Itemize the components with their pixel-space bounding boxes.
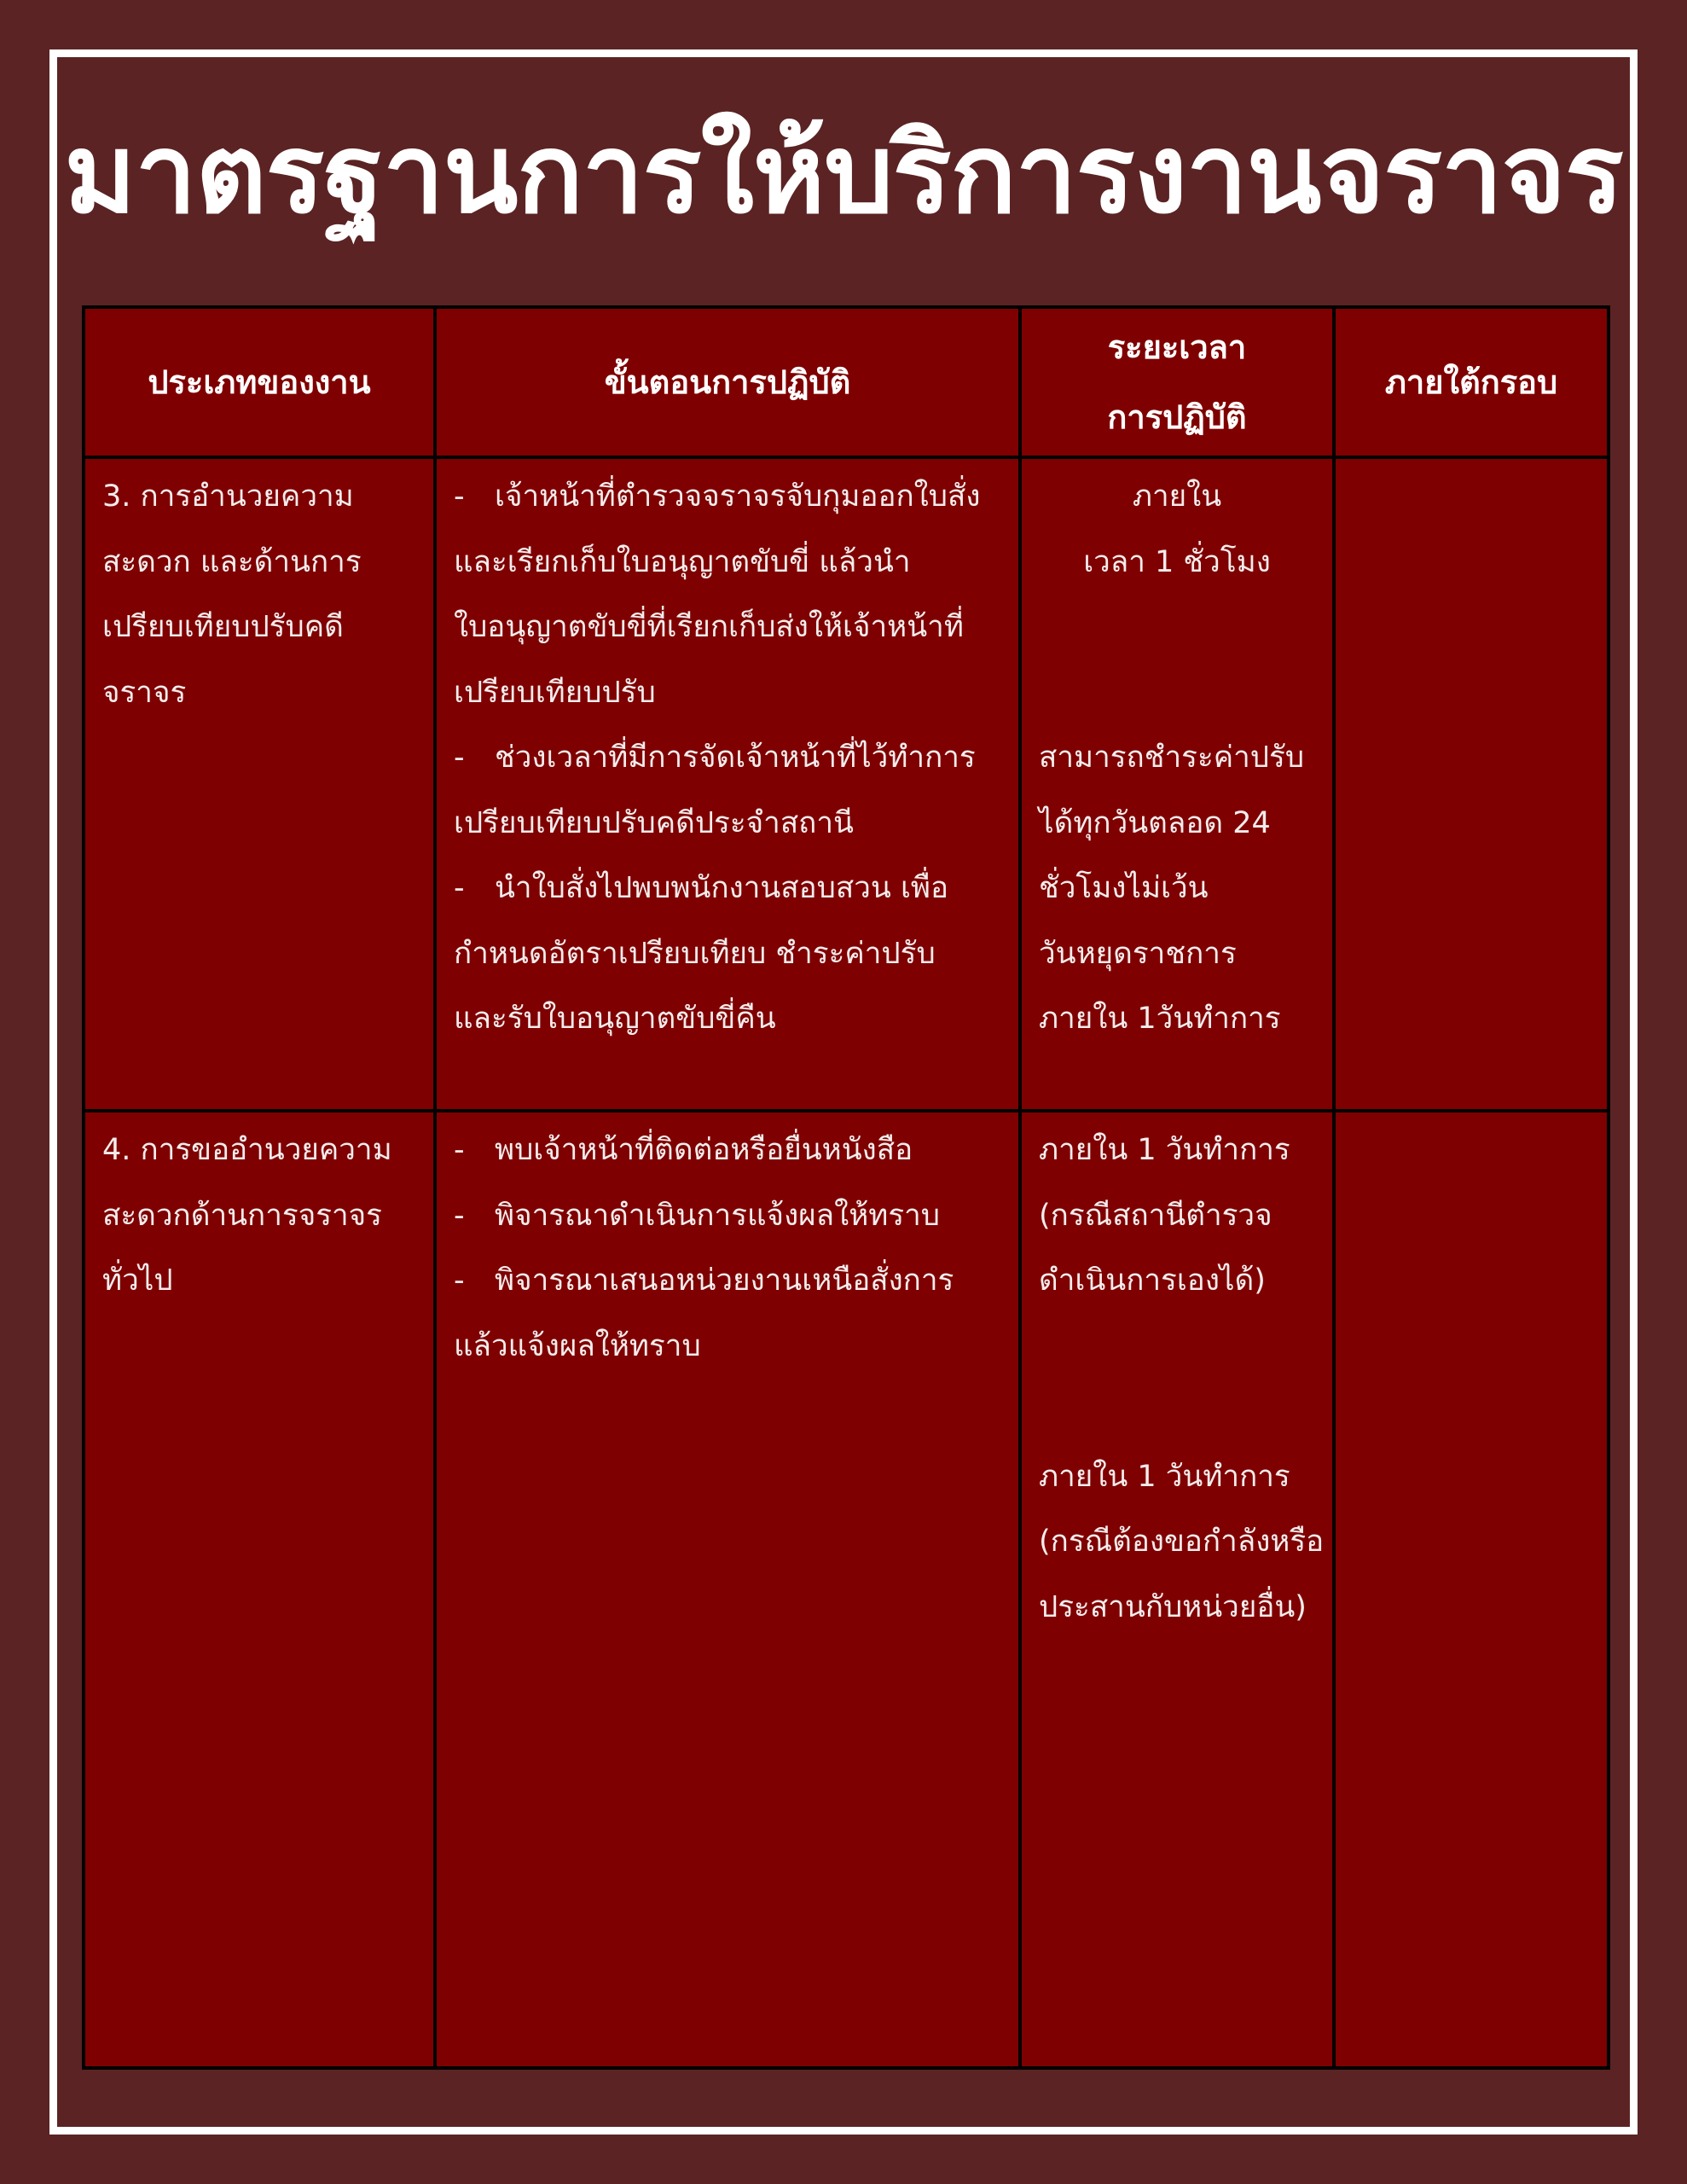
cell-procedure-steps bbox=[435, 1111, 1020, 2068]
cell-procedure-steps bbox=[435, 457, 1020, 1111]
step-text: พิจารณาดำเนินการแจ้งผลให้ทราบ bbox=[495, 1198, 941, 1233]
step-continuation: แล้วแจ้งผลให้ทราบ bbox=[454, 1328, 701, 1363]
cell-work-type bbox=[84, 457, 435, 1111]
work-type-line: 3. การอำนวยความ bbox=[102, 479, 354, 514]
step-item bbox=[454, 856, 1001, 921]
work-type-line: 4. การขออำนวยความ bbox=[102, 1133, 392, 1167]
duration-spacer bbox=[1039, 595, 1315, 660]
work-type-line: เปรียบเทียบปรับคดี bbox=[102, 610, 344, 644]
duration-spacer bbox=[1039, 660, 1315, 726]
cell-framework bbox=[1334, 457, 1609, 1111]
duration-line: (กรณีต้องขอกำลังหรือ bbox=[1039, 1525, 1325, 1559]
header-work-type: ประเภทของงาน bbox=[84, 307, 435, 457]
duration-line: สามารถชำระค่าปรับ bbox=[1039, 741, 1305, 775]
step-dash: - bbox=[454, 871, 465, 905]
step-item bbox=[454, 1248, 1001, 1314]
duration-line: ภายใน 1วันทำการ bbox=[1039, 1002, 1281, 1036]
step-continuation: เปรียบเทียบปรับคดีประจำสถานี bbox=[454, 805, 854, 840]
duration-line: ประสานกับหน่วยอื่น) bbox=[1039, 1589, 1307, 1624]
step-continuation: เปรียบเทียบปรับ bbox=[454, 675, 656, 710]
step-dash: - bbox=[454, 741, 465, 775]
step-dash: - bbox=[454, 1263, 465, 1298]
step-text: พิจารณาเสนอหน่วยงานเหนือสั่งการ bbox=[495, 1263, 954, 1298]
step-text: เจ้าหน้าที่ตำรวจจราจรจับกุมออกใบสั่ง bbox=[495, 479, 981, 514]
work-type-line: จราจร bbox=[102, 675, 187, 710]
step-continuation: และรับใบอนุญาตขับขี่คืน bbox=[454, 1002, 776, 1036]
header-framework: ภายใต้กรอบ bbox=[1334, 307, 1609, 457]
step-text: พบเจ้าหน้าที่ติดต่อหรือยื่นหนังสือ bbox=[495, 1133, 913, 1167]
step-item bbox=[454, 1183, 1001, 1249]
step-dash: - bbox=[454, 479, 465, 514]
work-type-line: สะดวกด้านการจราจร bbox=[102, 1198, 382, 1233]
step-dash: - bbox=[454, 1133, 465, 1167]
step-continuation: กำหนดอัตราเปรียบเทียบ ชำระค่าปรับ bbox=[454, 936, 936, 971]
step-item bbox=[454, 725, 1001, 791]
duration-line: ได้ทุกวันตลอด 24 bbox=[1039, 805, 1271, 840]
table-header-row bbox=[84, 307, 1609, 457]
step-text: ช่วงเวลาที่มีการจัดเจ้าหน้าที่ไว้ทำการ bbox=[495, 741, 976, 775]
step-continuation: ใบอนุญาตขับขี่ที่เรียกเก็บส่งให้เจ้าหน้าที่ bbox=[454, 610, 964, 644]
table-row bbox=[84, 457, 1609, 1111]
step-continuation: และเรียกเก็บใบอนุญาตขับขี่ แล้วนำ bbox=[454, 544, 911, 579]
duration-line: (กรณีสถานีตำรวจ bbox=[1039, 1198, 1272, 1233]
duration-line: ภายใน 1 วันทำการ bbox=[1039, 1133, 1290, 1167]
cell-duration bbox=[1020, 1111, 1334, 2068]
service-standard-table bbox=[82, 305, 1610, 2070]
work-type-line: สะดวก และด้านการ bbox=[102, 544, 362, 579]
duration-line: วันหยุดราชการ bbox=[1039, 936, 1237, 971]
duration-line: ดำเนินการเองได้) bbox=[1039, 1263, 1266, 1298]
cell-duration bbox=[1020, 457, 1334, 1111]
duration-line: ภายใน bbox=[1132, 479, 1222, 514]
work-type-line: ทั่วไป bbox=[102, 1263, 173, 1298]
cell-work-type bbox=[84, 1111, 435, 2068]
duration-spacer bbox=[1039, 1314, 1315, 1380]
cell-framework bbox=[1334, 1111, 1609, 2068]
duration-line: ชั่วโมงไม่เว้น bbox=[1039, 871, 1209, 905]
table-row bbox=[84, 1111, 1609, 2068]
header-duration-line-1: ระยะเวลา bbox=[1107, 328, 1247, 366]
header-procedure-steps: ขั้นตอนการปฏิบัติ bbox=[435, 307, 1020, 457]
header-duration-line-2: การปฏิบัติ bbox=[1107, 398, 1247, 436]
header-duration bbox=[1020, 307, 1334, 457]
step-text: นำใบสั่งไปพบพนักงานสอบสวน เพื่อ bbox=[495, 871, 949, 905]
step-item bbox=[454, 464, 1001, 530]
duration-spacer bbox=[1039, 1379, 1315, 1444]
step-dash: - bbox=[454, 1198, 465, 1233]
duration-line: ภายใน 1 วันทำการ bbox=[1039, 1459, 1290, 1494]
page-title: มาตรฐานการให้บริการงานจราจร bbox=[64, 111, 1623, 238]
step-item bbox=[454, 1118, 1001, 1183]
duration-line: เวลา 1 ชั่วโมง bbox=[1083, 544, 1271, 579]
